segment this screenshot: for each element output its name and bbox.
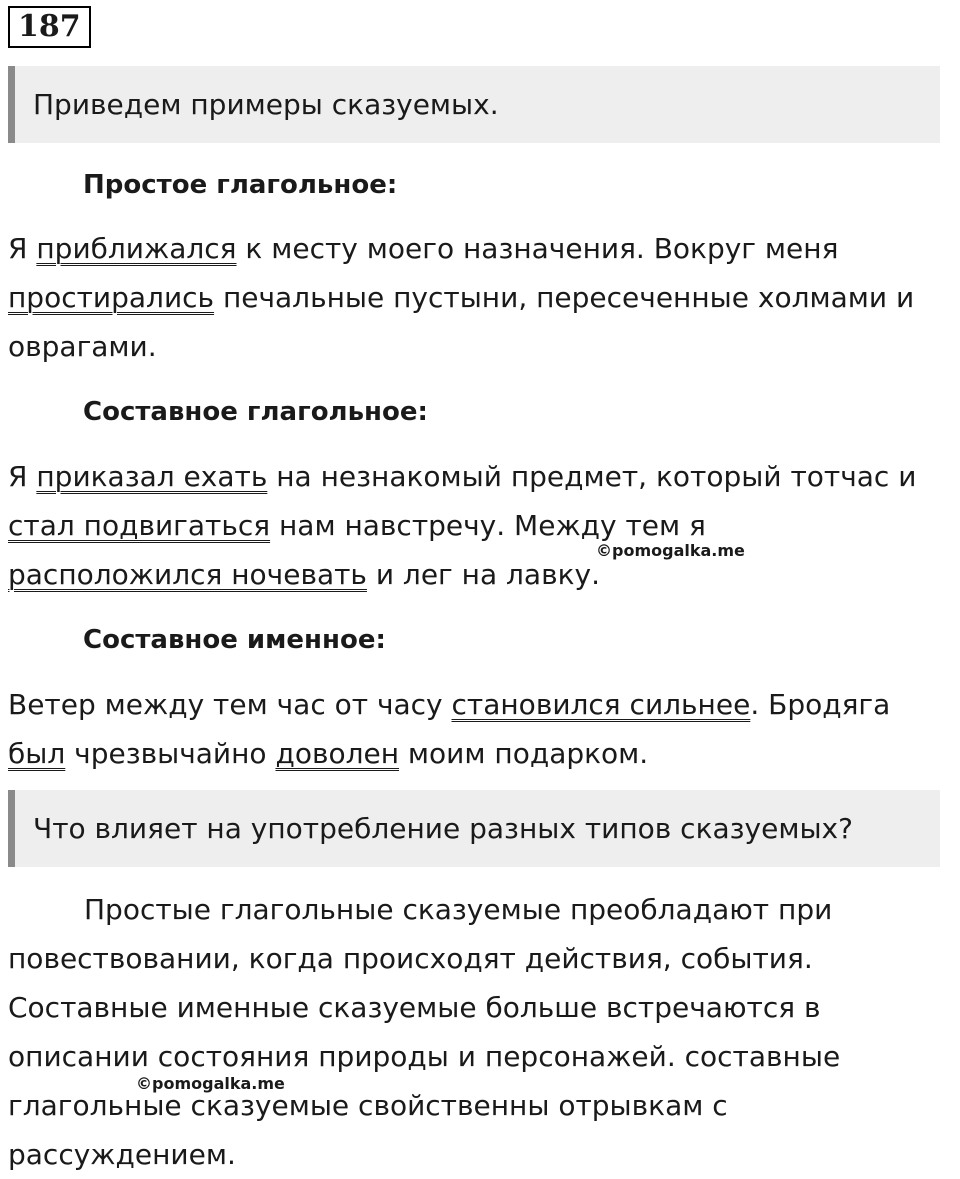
- predicate: простирались: [8, 281, 215, 314]
- text-line: оврагами.: [8, 330, 157, 363]
- watermark: ©pomogalka.me: [596, 541, 745, 560]
- text-line: простирались печальные пустыни, пересеченные холмами и: [8, 281, 915, 314]
- text-line: глагольные сказуемые свойственны отрывкам с: [8, 1089, 728, 1122]
- heading-compound-verbal: Составное глагольное:: [83, 397, 428, 427]
- answer-paragraph: [8, 885, 956, 1179]
- text-line: стал подвигаться нам навстречу. Между тем я: [8, 509, 706, 542]
- text-line: повествовании, когда происходят действия, события.: [8, 942, 813, 975]
- predicate: приказал ехать: [36, 460, 268, 493]
- prompt-banner-question: Что влияет на употребление разных типов сказуемых?: [8, 790, 940, 867]
- predicate: расположился ночевать: [8, 558, 367, 591]
- heading-simple-verbal: Простое глагольное:: [83, 170, 398, 200]
- predicate: был: [8, 737, 66, 770]
- heading-compound-nominal: Составное именное:: [83, 625, 386, 655]
- paragraph-simple-verbal: [8, 224, 956, 371]
- prompt-banner-examples: Приведем примеры сказуемых.: [8, 66, 940, 143]
- predicate: приближался: [36, 232, 237, 265]
- text-line: Я приближался к месту моего назначения. Вокруг меня: [8, 232, 839, 265]
- predicate: доволен: [275, 737, 400, 770]
- text-line: Простые глагольные сказуемые преобладают при: [84, 893, 833, 926]
- text-line: Составные именные сказуемые больше встречаются в: [8, 991, 821, 1024]
- text-line: Ветер между тем час от часу становился сильнее. Бродяга: [8, 688, 891, 721]
- paragraph-compound-verbal: [8, 452, 956, 599]
- predicate: стал подвигаться: [8, 509, 271, 542]
- paragraph-compound-nominal: [8, 680, 956, 778]
- text-line: Я приказал ехать на незнакомый предмет, который тотчас и: [8, 460, 917, 493]
- predicate: становился сильнее: [451, 688, 751, 721]
- watermark: ©pomogalka.me: [136, 1074, 285, 1093]
- task-number: 187: [8, 6, 91, 48]
- text-line: описании состояния природы и персонажей. составные: [8, 1040, 841, 1073]
- text-line: был чрезвычайно доволен моим подарком.: [8, 737, 649, 770]
- text-line: рассуждением.: [8, 1138, 236, 1171]
- text-line: расположился ночевать и лег на лавку.: [8, 558, 600, 591]
